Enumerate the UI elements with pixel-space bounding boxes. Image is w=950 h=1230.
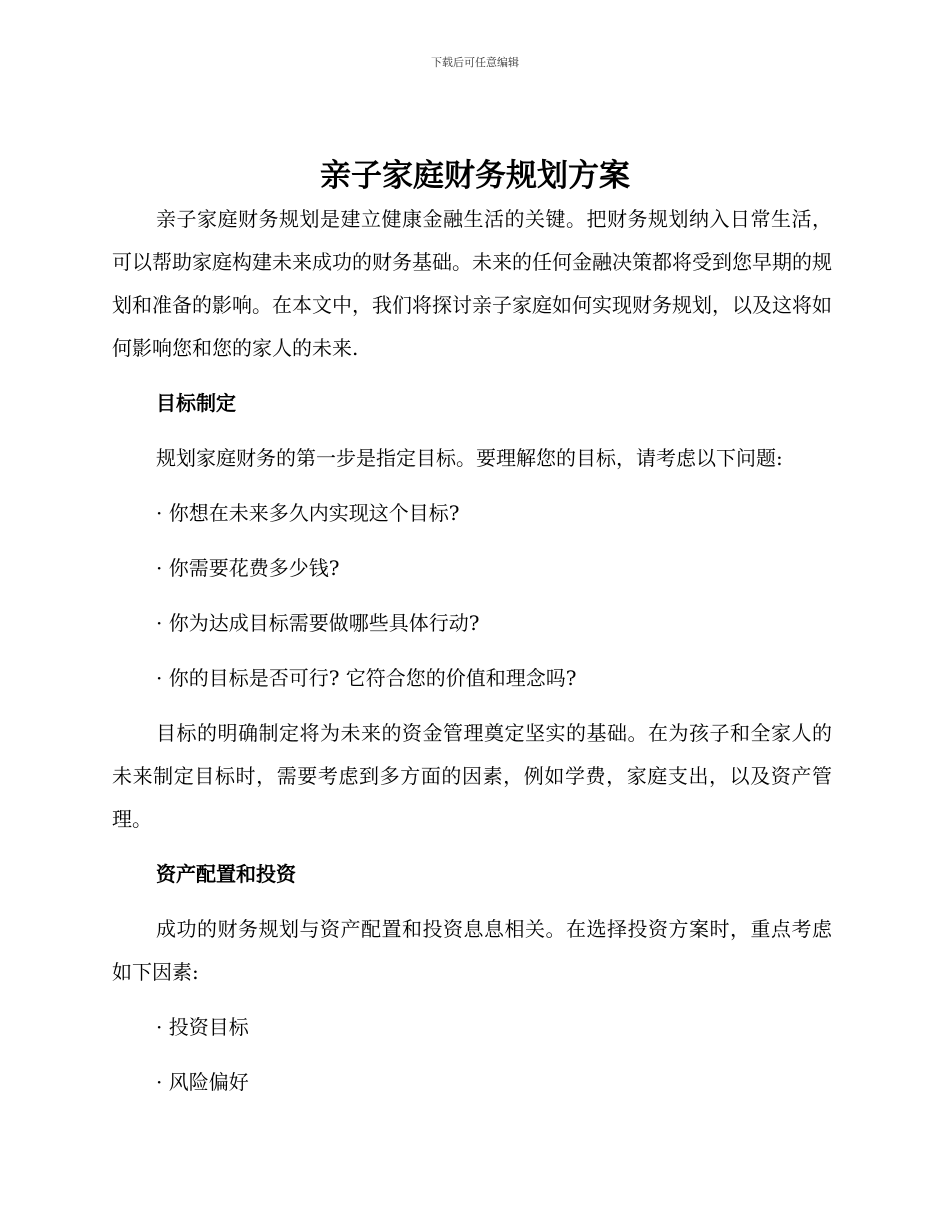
section-heading-assets: 资产配置和投资 [156, 862, 296, 886]
goals-lead-paragraph: 规划家庭财务的第一步是指定目标。要理解您的目标，请考虑以下问题: [156, 446, 783, 470]
list-item: · 你想在未来多久内实现这个目标? [156, 501, 460, 525]
section-heading-goals: 目标制定 [156, 391, 236, 415]
header-note: 下载后可任意编辑 [431, 56, 519, 69]
list-item: · 你需要花费多少钱? [156, 556, 340, 580]
list-item: · 你的目标是否可行? 它符合您的价值和理念吗? [156, 666, 577, 690]
list-item: · 投资目标 [156, 1015, 249, 1039]
goals-closing-paragraph: 目标的明确制定将为未来的资金管理奠定坚实的基础。在为孩子和全家人的未来制定目标时，需要考虑到多方面的因素，例如学费，家庭支出，以及资产管理。 [112, 721, 832, 831]
document-body [112, 198, 832, 1104]
assets-lead-paragraph: 成功的财务规划与资产配置和投资息息相关。在选择投资方案时，重点考虑如下因素: [112, 917, 832, 984]
list-item: · 你为达成目标需要做哪些具体行动? [156, 611, 480, 635]
page-title: 亲子家庭财务规划方案 [320, 158, 630, 194]
list-item: · 风险偏好 [156, 1070, 249, 1094]
intro-paragraph: 亲子家庭财务规划是建立健康金融生活的关键。把财务规划纳入日常生活，可以帮助家庭构建未来成功的财务基础。未来的任何金融决策都将受到您早期的规划和准备的影响。在本文中，我们将探讨亲子家庭如何实现财务规划，以及这将如何影响您和您的家人的未来. [112, 207, 832, 360]
